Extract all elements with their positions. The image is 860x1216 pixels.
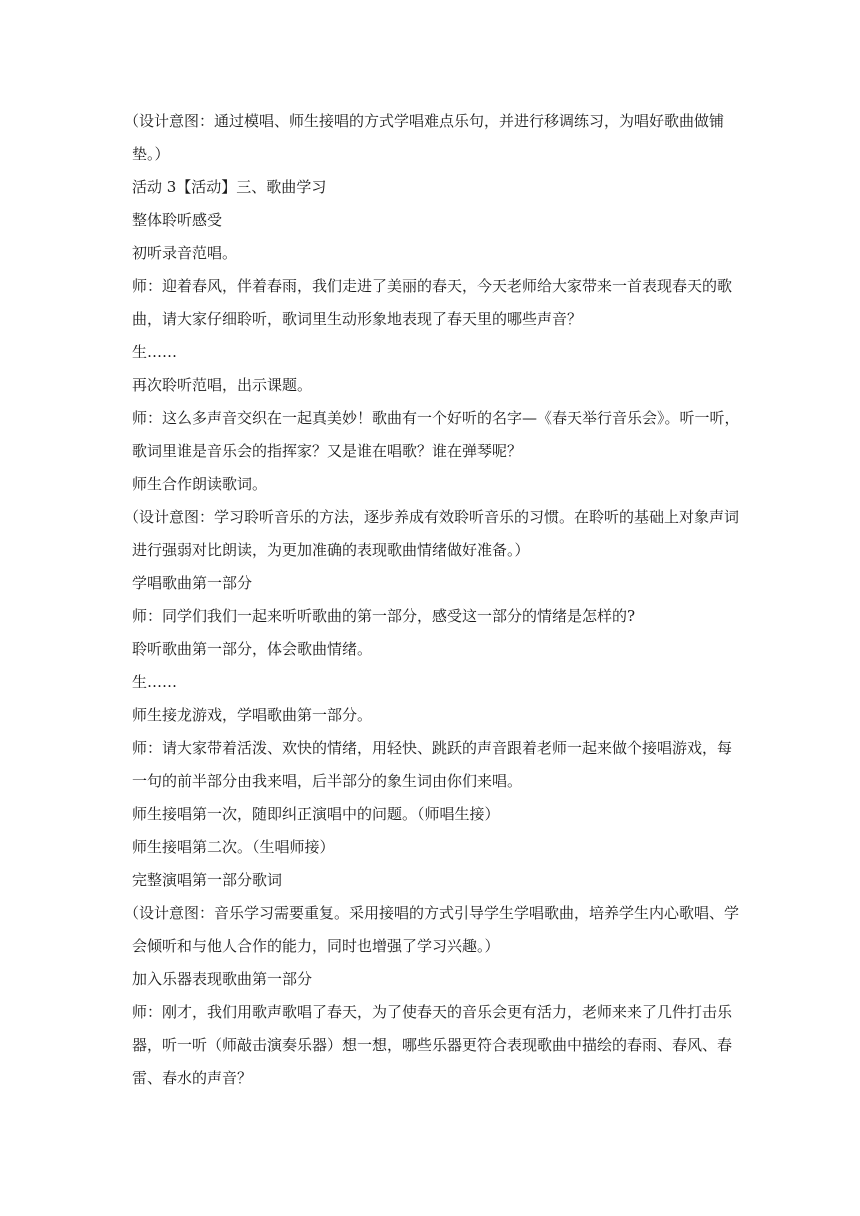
section-heading: 完整演唱第一部分歌词 bbox=[132, 871, 283, 889]
paragraph: 师生合作朗读歌词。 bbox=[132, 475, 268, 493]
paragraph: 师生接唱第二次。（生唱师接） bbox=[132, 838, 335, 856]
design-intent-paragraph: （设计意图：音乐学习需要重复。采用接唱的方式引导学生学唱歌曲，培养学生内心歌唱、学会倾听和与他人合作的能力，同时也增强了学习兴趣。） bbox=[124, 904, 740, 955]
design-intent-paragraph: （设计意图：通过模唱、师生接唱的方式学唱难点乐句，并进行移调练习，为唱好歌曲做铺垫。） bbox=[124, 112, 725, 163]
document-page bbox=[124, 105, 744, 1095]
paragraph: 师生接龙游戏，学唱歌曲第一部分。 bbox=[132, 706, 373, 724]
student-paragraph: 生…… bbox=[132, 343, 178, 361]
paragraph: 聆听歌曲第一部分，体会歌曲情绪。 bbox=[132, 640, 373, 658]
student-paragraph: 生…… bbox=[132, 673, 178, 691]
teacher-paragraph: 师：同学们我们一起来听听歌曲的第一部分，感受这一部分的情绪是怎样的? bbox=[132, 607, 636, 625]
paragraph: 再次聆听范唱，出示课题。 bbox=[132, 376, 313, 394]
section-heading: 整体聆听感受 bbox=[132, 211, 223, 229]
paragraph: 初听录音范唱。 bbox=[132, 244, 238, 262]
teacher-paragraph: 师：刚才，我们用歌声歌唱了春天，为了使春天的音乐会更有活力，老师来来了几件打击乐器，听一听（师敲击演奏乐器）想一想，哪些乐器更符合表现歌曲中描绘的春雨、春风、春雷、春水的声音？ bbox=[132, 1003, 733, 1087]
teacher-paragraph: 师：请大家带着活泼、欢快的情绪，用轻快、跳跃的声音跟着老师一起来做个接唱游戏，每一句的前半部分由我来唱，后半部分的象生词由你们来唱。 bbox=[132, 739, 733, 790]
paragraph: 师生接唱第一次，随即纠正演唱中的问题。（师唱生接） bbox=[132, 805, 500, 823]
activity-heading: 活动 3【活动】三、歌曲学习 bbox=[132, 178, 327, 196]
section-heading: 加入乐器表现歌曲第一部分 bbox=[132, 970, 313, 988]
teacher-paragraph: 师：这么多声音交织在一起真美妙！歌曲有一个好听的名字—《春天举行音乐会》。听一听，歌词里谁是音乐会的指挥家？又是谁在唱歌？谁在弹琴呢？ bbox=[132, 409, 740, 460]
section-heading: 学唱歌曲第一部分 bbox=[132, 574, 253, 592]
teacher-paragraph: 师：迎着春风，伴着春雨，我们走进了美丽的春天，今天老师给大家带来一首表现春天的歌曲，请大家仔细聆听，歌词里生动形象地表现了春天里的哪些声音？ bbox=[132, 277, 733, 328]
design-intent-paragraph: （设计意图：学习聆听音乐的方法，逐步养成有效聆听音乐的习惯。在聆听的基础上对象声词进行强弱对比朗读，为更加准确的表现歌曲情绪做好准备。） bbox=[124, 508, 740, 559]
